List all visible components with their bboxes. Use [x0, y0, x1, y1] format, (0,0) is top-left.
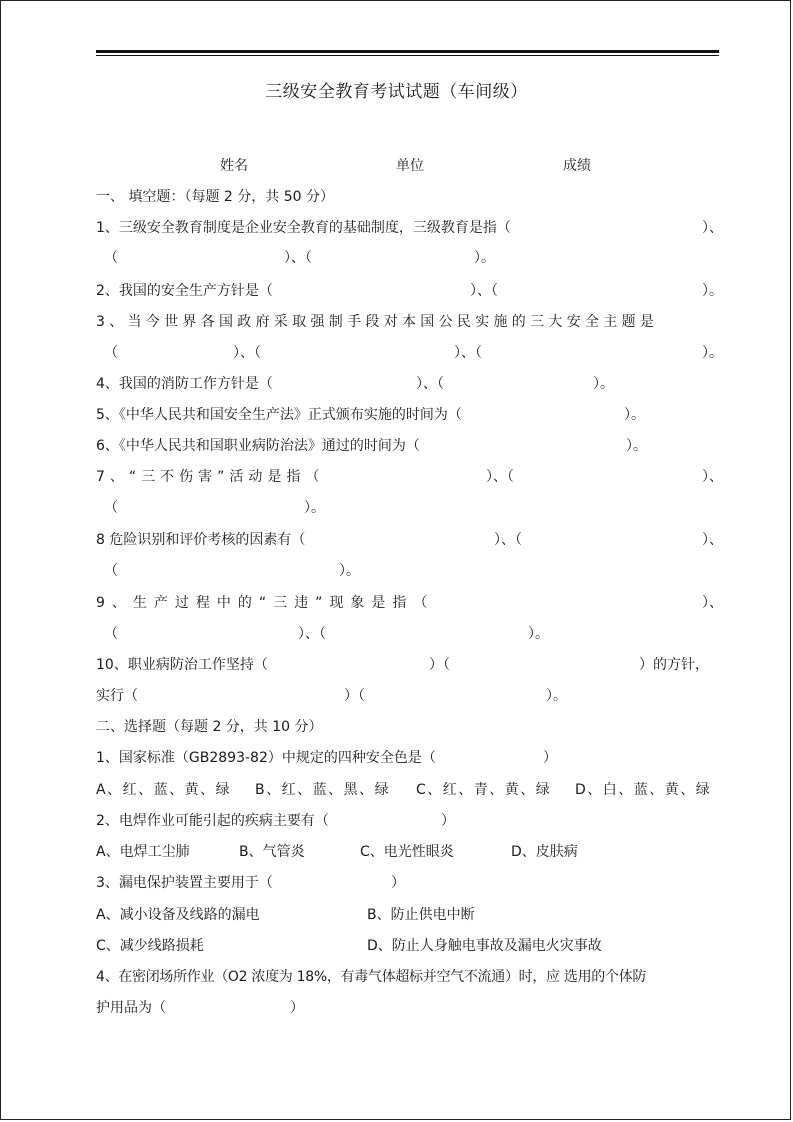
choice-question-1-options [96, 780, 719, 800]
paren-open: （ [104, 500, 118, 516]
question-8-line-1 [96, 530, 723, 550]
choice-question-2-text: 2、电焊作业可能引起的疾病主要有（ [96, 813, 329, 829]
question-1-text: 1、三级安全教育制度是企业安全教育的基础制度，三级教育是指（ [96, 220, 511, 236]
paren-close: ）的方针， [639, 657, 709, 673]
question-7-text: 7、“三不伤害”活动是指（ [96, 469, 325, 485]
question-6-text: 6、《中华人民共和国职业病防治法》通过的时间为（ [96, 438, 420, 454]
choice-question-3 [96, 873, 719, 893]
option-c: C、减少线路损耗 [96, 938, 204, 954]
question-9-line-1 [96, 593, 723, 613]
header-rule-thick [96, 50, 719, 53]
question-1-line-2 [96, 248, 719, 268]
paren-open: （ [104, 345, 118, 361]
section-2-heading: 二、选择题（每题 2 分，共 10 分） [96, 719, 323, 735]
option-b: B、气管炎 [239, 844, 305, 860]
paren-separator: ）、（ [494, 532, 522, 548]
paren-separator: ）（ [344, 688, 365, 704]
question-2-text: 2、我国的安全生产方针是（ [96, 283, 273, 299]
paren-close: ）。 [593, 376, 614, 392]
paren-separator: ）、（ [486, 469, 514, 485]
question-1-line-1 [96, 218, 723, 238]
paren-close: ）、 [702, 532, 723, 548]
paren-close: ） [391, 875, 405, 891]
question-9-text: 9、生产过程中的“三违”现象是指（ [96, 595, 435, 611]
paren-open: （ [104, 626, 118, 642]
option-b: B、红、蓝、黑、绿 [255, 782, 391, 798]
paren-open: （ [104, 250, 118, 266]
choice-question-1-text: 1、国家标准（GB2893-82）中规定的四种安全色是（ [96, 750, 436, 766]
paren-close: ）、 [702, 469, 723, 485]
question-10-line-2 [96, 686, 719, 706]
question-5 [96, 405, 719, 425]
student-info-row [96, 156, 719, 176]
name-label: 姓名 [220, 158, 248, 174]
choice-question-4-line-1: 4、在密闭场所作业（O2 浓度为 18%，有毒气体超标并空气不流通）时，应 选用的个体防 [96, 969, 647, 985]
score-label: 成绩 [563, 158, 591, 174]
paren-close: ）、 [702, 595, 723, 611]
paren-separator: ）、（ [416, 376, 444, 392]
question-3-line-2 [96, 343, 723, 363]
paren-close: ）。 [624, 407, 645, 423]
choice-question-1 [96, 748, 719, 768]
paren-close: ）。 [626, 438, 647, 454]
question-10-line-1 [96, 655, 719, 675]
question-10-text-2: 实行（ [96, 688, 138, 704]
paren-open: （ [104, 563, 118, 579]
choice-question-3-options-2 [96, 936, 719, 956]
option-c: C、红、青、黄、绿 [416, 782, 552, 798]
question-5-text: 5、《中华人民共和国安全生产法》正式颁布实施的时间为（ [96, 407, 462, 423]
unit-label: 单位 [396, 158, 424, 174]
option-d: D、白、蓝、黄、绿 [575, 782, 712, 798]
question-4 [96, 374, 719, 394]
question-8-line-2 [96, 561, 719, 581]
paren-close: ） [290, 1000, 304, 1016]
paren-close: ） [441, 813, 455, 829]
question-8-text: 8 危险识别和评价考核的因素有（ [96, 532, 306, 548]
paren-close: ）。 [546, 688, 567, 704]
paren-separator: ）、（ [454, 345, 482, 361]
section-1-heading: 一、 填空题：（每题 2 分，共 50 分） [96, 189, 334, 205]
choice-question-4-line-2 [96, 998, 719, 1018]
option-a: A、减小设备及线路的漏电 [96, 907, 260, 923]
paren-close: ）。 [702, 283, 723, 299]
question-10-text: 10、职业病防治工作坚持（ [96, 657, 268, 673]
choice-question-4-text-2: 护用品为（ [96, 1000, 166, 1016]
paren-close: ）。 [702, 345, 723, 361]
question-2 [96, 281, 723, 301]
choice-question-2 [96, 811, 719, 831]
choice-question-3-text: 3、漏电保护装置主要用于（ [96, 875, 273, 891]
option-d: D、防止人身触电事故及漏电火灾事故 [367, 938, 602, 954]
header-rule-thin [96, 55, 719, 56]
option-a: A、红、蓝、黄、绿 [96, 782, 232, 798]
question-7-line-1 [96, 467, 723, 487]
paren-separator: ）、（ [298, 626, 326, 642]
paren-separator: ）、（ [470, 283, 498, 299]
question-3-line-1: 3、当今世界各国政府采取强制手段对本国公民实施的三大安全主题是 [96, 314, 659, 330]
paren-separator: ）、（ [233, 345, 261, 361]
question-4-text: 4、我国的消防工作方针是（ [96, 376, 273, 392]
paren-close: ）。 [304, 500, 325, 516]
choice-question-2-options [96, 842, 719, 862]
paren-close: ）。 [339, 563, 360, 579]
option-b: B、防止供电中断 [367, 907, 475, 923]
question-6 [96, 436, 719, 456]
question-7-line-2 [96, 498, 719, 518]
paren-close: ）。 [474, 250, 495, 266]
question-1-blank-end: ）、 [702, 220, 723, 236]
choice-question-3-options-1 [96, 905, 719, 925]
question-9-line-2 [96, 624, 719, 644]
paren-close: ） [543, 750, 557, 766]
paren-separator: ）（ [429, 657, 450, 673]
paren-separator: ）、（ [284, 250, 312, 266]
option-c: C、电光性眼炎 [360, 844, 454, 860]
paren-close: ）。 [528, 626, 549, 642]
option-a: A、电焊工尘肺 [96, 844, 190, 860]
option-d: D、皮肤病 [511, 844, 578, 860]
page-title: 三级安全教育考试试题（车间级） [265, 82, 528, 102]
